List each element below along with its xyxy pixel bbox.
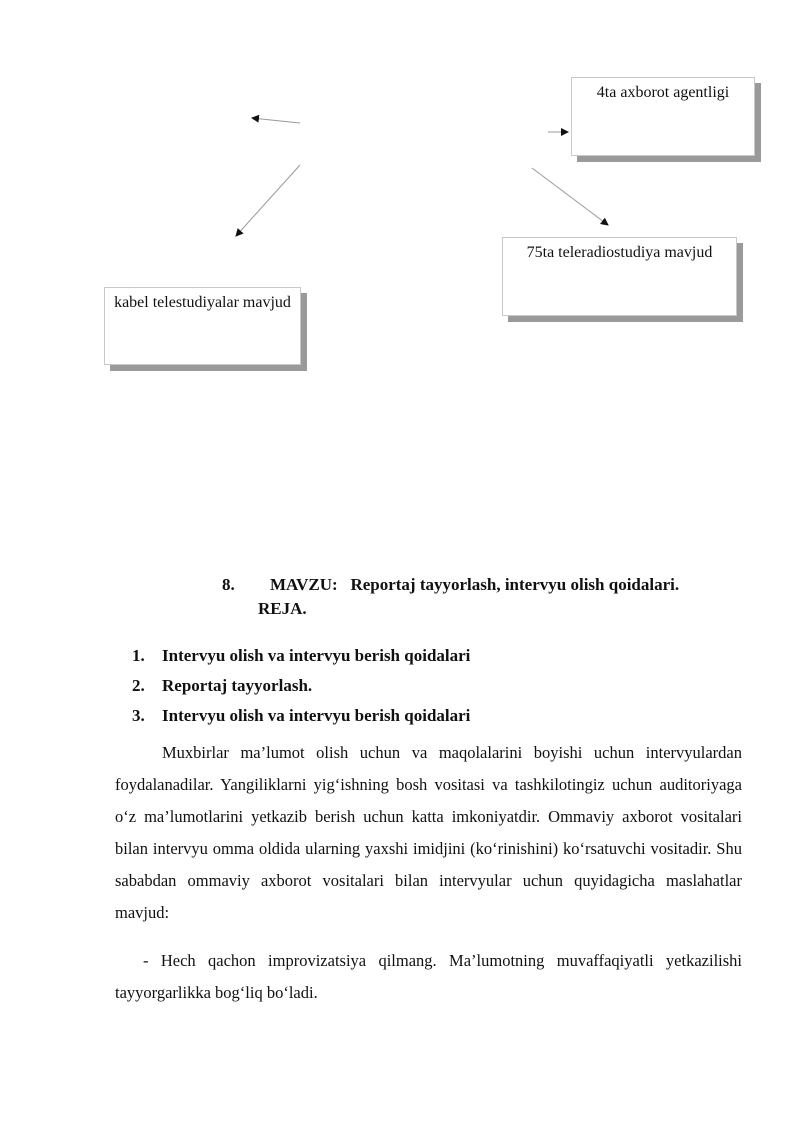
- topic-number: 8.: [222, 575, 235, 594]
- body-paragraph-2: - Hech qachon improvizatsiya qilmang. Ma’lumotning muvaffaqiyatli yetkazilishi tayyorgarlikka bog‘liq bo‘ladi.: [115, 951, 742, 1002]
- plan-item-text: Reportaj tayyorlash.: [162, 676, 313, 695]
- plan-item-text: Intervyu olish va intervyu berish qoidalari: [162, 706, 471, 725]
- plan-item-text: Intervyu olish va intervyu berish qoidalari: [162, 646, 471, 665]
- topic-label: MAVZU:: [270, 575, 338, 594]
- plan-item-number: 2.: [132, 676, 145, 695]
- arrow-left-top: [252, 118, 300, 123]
- plan-item: [132, 646, 470, 676]
- arrow-to-studio: [532, 168, 608, 225]
- plan-item-number: 1.: [132, 646, 145, 665]
- plan-item: [132, 706, 470, 736]
- plan-list: [132, 646, 470, 736]
- plan-item: [132, 676, 470, 706]
- agency-box: [571, 77, 755, 156]
- topic-heading: [222, 575, 679, 595]
- plan-label: REJA.: [258, 599, 307, 618]
- arrow-to-cable: [236, 165, 300, 236]
- studio-box-text: 75ta teleradiostudiya mavjud: [526, 244, 713, 261]
- topic-title: Reportaj tayyorlash, intervyu olish qoidalari.: [350, 575, 680, 594]
- cable-box-text: kabel telestudiyalar mavjud: [114, 294, 291, 311]
- studio-box: [502, 237, 737, 316]
- cable-box: [104, 287, 301, 365]
- plan-item-number: 3.: [132, 706, 145, 725]
- agency-box-text: 4ta axborot agentligi: [596, 84, 730, 101]
- body-paragraph-1: Muxbirlar ma’lumot olish uchun va maqolalarini boyishi uchun intervyulardan foydalanadilar. Yangiliklarni yig‘ishning bosh vositasi va tashkilotingiz uchun auditoriyaga o‘z ma’lumotlarini yetkazib berish uchun katta imkoniyatdir. Ommaviy axborot vositalari bilan intervyu omma oldida ularning yaxshi imidjini (ko‘rinishini) ko‘rsatuvchi vositadir. Shu sababdan ommaviy axborot vositalari bilan intervyular uchun quyidagicha maslahatlar mavjud:: [115, 743, 742, 922]
